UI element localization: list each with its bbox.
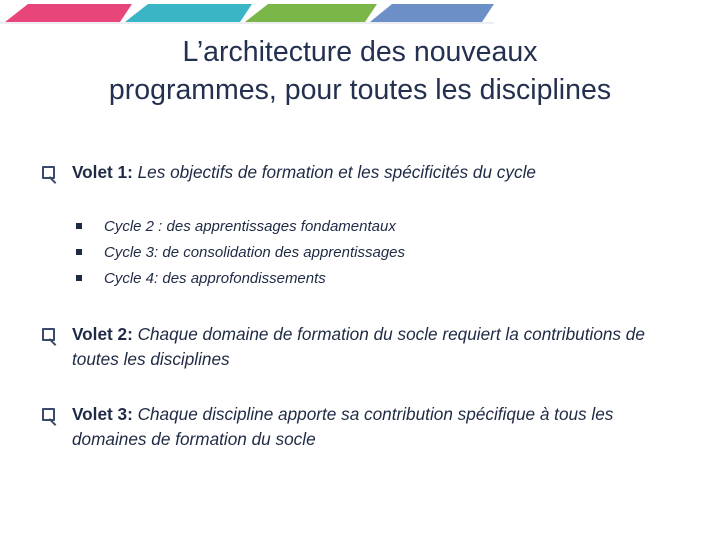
square-bullet-icon — [76, 249, 82, 255]
volet-label: Volet 1: — [72, 162, 138, 182]
checkbox-bullet-icon — [42, 408, 55, 421]
volet-label: Volet 2: — [72, 324, 138, 344]
checkbox-bullet-icon — [42, 166, 55, 179]
pink-stripe — [5, 4, 132, 22]
volet-2 — [42, 322, 692, 372]
list-item — [76, 240, 692, 266]
volet-text: Chaque discipline apporte sa contribution spécifique à tous les domaines de formation du socle — [72, 404, 614, 449]
list-item — [76, 214, 692, 240]
volet-1 — [42, 160, 692, 185]
square-bullet-icon — [76, 275, 82, 281]
blue-stripe — [370, 4, 494, 22]
volet-label: Volet 3: — [72, 404, 138, 424]
volet-text: Les objectifs de formation et les spécificités du cycle — [137, 162, 536, 182]
green-stripe — [245, 4, 377, 22]
cycle-item-text: Cycle 2 : des apprentissages fondamentaux — [104, 218, 396, 235]
checkbox-bullet-icon — [42, 328, 55, 341]
list-item — [76, 266, 692, 292]
cycle-item-text: Cycle 4: des approfondissements — [104, 270, 326, 287]
title-line-1: L’architecture des nouveaux — [182, 36, 538, 68]
volet-3 — [42, 402, 692, 452]
decorative-color-band — [0, 0, 720, 24]
cycle-list — [76, 214, 692, 292]
page-title — [20, 33, 700, 109]
cycle-item-text: Cycle 3: de consolidation des apprentissages — [104, 244, 406, 261]
volet-text: Chaque domaine de formation du socle requiert la contributions de toutes les disciplines — [72, 324, 645, 369]
teal-stripe — [125, 4, 252, 22]
square-bullet-icon — [76, 223, 82, 229]
slide-content — [42, 160, 692, 452]
title-line-2: programmes, pour toutes les disciplines — [108, 74, 612, 106]
